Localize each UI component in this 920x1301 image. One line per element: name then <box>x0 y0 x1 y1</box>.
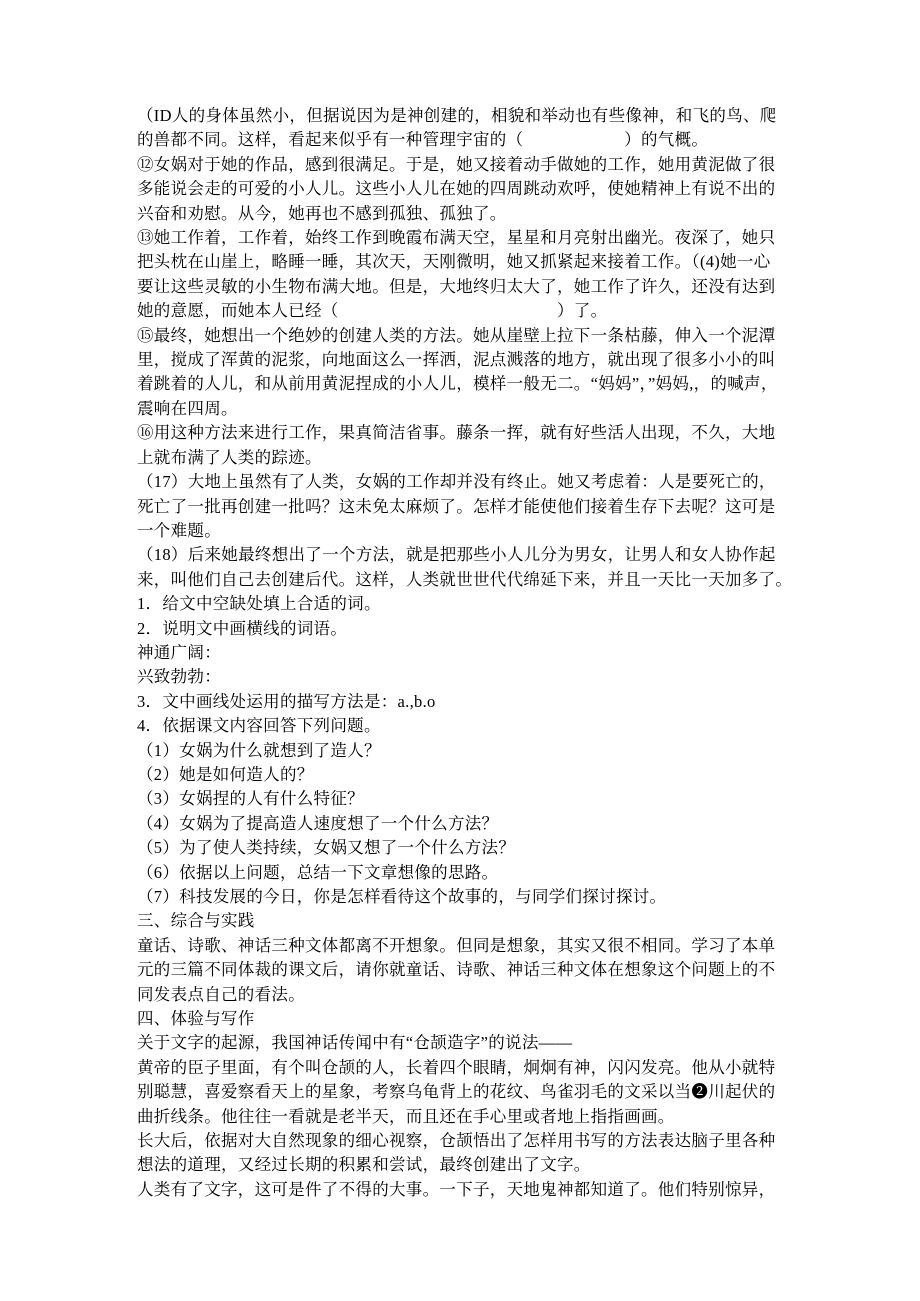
text-line: 神通广阔： <box>137 642 221 662</box>
text-line: 曲折线条。他往往一看就是老半天，而且还在手心里或者地上指指画画。 <box>137 1106 675 1126</box>
text-line: 把头枕在山崖上，略睡一睡，其次天，天刚微明，她又抓紧起来接着工作。（(4)她一心 <box>137 252 771 272</box>
text-line: 1．给文中空缺处填上合适的词。 <box>137 594 381 614</box>
text-line: 同发表点自己的看法。 <box>137 984 305 1004</box>
text-line: 人类有了文字，这可是件了不得的大事。一下子，天地鬼神都知道了。他们特别惊异， <box>137 1179 776 1199</box>
text-line: （3）女娲捏的人有什么特征？ <box>137 789 364 809</box>
text-line: 多能说会走的可爱的小人儿。这些小人儿在她的四周跳动欢呼，使她精神上有说不出的 <box>137 179 776 199</box>
text-line: ⑯用这种方法来进行工作，果真简洁省事。藤条一挥，就有好些活人出现，不久，大地 <box>137 423 776 443</box>
text-line: 3．文中画线处运用的描写方法是：a.,b.o <box>137 691 436 711</box>
text-line: 来，叫他们自己去创建后代。这样，人类就世世代代绵延下来，并且一天比一天加多了。 <box>137 569 793 589</box>
text-line: 兴致勃勃： <box>137 667 221 687</box>
text-line: （1）女娲为什么就想到了造人？ <box>137 740 381 760</box>
text-line: 要让这些灵敏的小生物布满大地。但是，大地终归太大了，她工作了许久，还没有达到 <box>137 276 776 296</box>
text-line: 一个难题。 <box>137 520 221 540</box>
text-line: 着跳着的人儿，和从前用黄泥捏成的小人儿，模样一般无二。“妈妈”，”妈妈,，的喊声， <box>137 374 778 394</box>
document-text-block <box>137 104 800 1202</box>
text-line: 震响在四周。 <box>137 398 238 418</box>
text-line: （ID人的身体虽然小，但据说因为是神创建的，相貌和举动也有些像神，和飞的鸟、爬 <box>137 106 777 125</box>
text-line: 死亡了一批再创建一批吗？这未免太麻烦了。怎样才能使他们接着生存下去呢？这可是 <box>137 496 776 516</box>
text-line: ⑬她工作着，工作着，始终工作到晚霞布满天空，星星和月亮射出幽光。夜深了，她只 <box>137 228 776 248</box>
text-line: 她的意愿，而她本人已经（ ）了。 <box>137 301 608 321</box>
text-line: 关于文字的起源，我国神话传闻中有“仓颉造字”的说法—— <box>137 1033 573 1053</box>
text-line: 2．说明文中画横线的词语。 <box>137 618 348 638</box>
text-line: （7）科技发展的今日，你是怎样看待这个故事的，与同学们探讨探讨。 <box>137 887 667 906</box>
text-line: ⑮最终，她想出一个绝妙的创建人类的方法。她从崖壁上拉下一条枯藤，伸入一个泥潭 <box>137 325 776 345</box>
text-line: 里，搅成了浑黄的泥浆，向地面这么一挥洒，泥点溅落的地方，就出现了很多小小的叫 <box>137 350 776 370</box>
text-line: 别聪慧，喜爱察看天上的星象，考察乌龟背上的花纹、鸟雀羽毛的文采以当❷川起伏的 <box>137 1082 776 1102</box>
text-line: 想法的道理，又经过长期的积累和尝试，最终创建出了文字。 <box>137 1155 591 1175</box>
text-line: 的兽都不同。这样，看起来似乎有一种管理宇宙的（ ）的气概。 <box>137 130 709 150</box>
text-line: 上就布满了人类的踪迹。 <box>137 447 322 467</box>
text-line: （17）大地上虽然有了人类，女娲的工作却并没有终止。她又考虑着：人是要死亡的， <box>137 472 776 492</box>
text-line: 四、体验与写作 <box>137 1009 255 1029</box>
text-line: （2）她是如何造人的？ <box>137 764 314 784</box>
text-line: ⑫女娲对于她的作品，感到很满足。于是，她又接着动手做她的工作，她用黄泥做了很 <box>137 154 776 174</box>
text-line: 黄帝的臣子里面，有个叫仓颉的人，长着四个眼睛，炯炯有神，闪闪发亮。他从小就特 <box>137 1057 776 1077</box>
text-line: 长大后，依据对大自然现象的细心视察，仓颉悟出了怎样用书写的方法表达脑子里各种 <box>137 1131 776 1151</box>
text-line: （18）后来她最终想出了一个方法，就是把那些小人儿分为男女，让男人和女人协作起 <box>137 545 776 565</box>
text-line: 兴奋和劝慰。从今，她再也不感到孤独、孤独了。 <box>137 203 507 223</box>
text-line: （6）依据以上问题，总结一下文章想像的思路。 <box>137 862 499 882</box>
text-line: 三、综合与实践 <box>137 911 255 931</box>
text-line: （5）为了使人类持续，女娲又想了一个什么方法？ <box>137 838 516 858</box>
text-line: 元的三篇不同体裁的课文后，请你就童话、诗歌、神话三种文体在想象这个问题上的不 <box>137 960 776 980</box>
text-line: （4）女娲为了提高造人速度想了一个什么方法？ <box>137 813 499 833</box>
text-line: 童话、诗歌、神话三种文体都离不开想象。但同是想象，其实又很不相同。学习了本单 <box>137 935 776 955</box>
text-line: 4．依据课文内容回答下列问题。 <box>137 716 381 736</box>
